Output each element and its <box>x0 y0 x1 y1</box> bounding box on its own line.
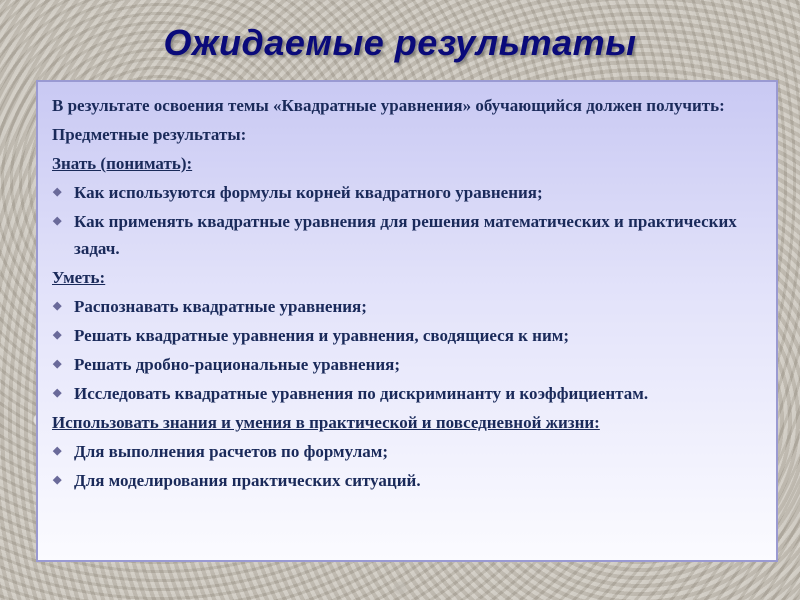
list-item <box>52 322 762 349</box>
bullet-icon: ◆ <box>53 474 62 486</box>
list-item-text: Исследовать квадратные уравнения по дискриминанту и коэффициентам. <box>74 384 649 403</box>
slide-title: Ожидаемые результаты <box>163 22 637 63</box>
intro-paragraph: В результате освоения темы «Квадратные уравнения» обучающийся должен получить: <box>52 96 725 115</box>
bullet-icon: ◆ <box>53 186 62 198</box>
list-item-text: Для выполнения расчетов по формулам; <box>74 442 388 461</box>
list-item <box>52 293 762 320</box>
use-heading: Использовать знания и умения в практической и повседневной жизни: <box>52 413 600 432</box>
know-heading: Знать (понимать): <box>52 154 193 173</box>
bullet-icon: ◆ <box>53 358 62 370</box>
bullet-icon: ◆ <box>53 300 62 312</box>
list-item-text: Решать дробно-рациональные уравнения; <box>74 355 401 374</box>
bullet-icon: ◆ <box>53 445 62 457</box>
subject-results-heading: Предметные результаты: <box>52 125 247 144</box>
bullet-icon: ◆ <box>53 215 62 227</box>
list-item <box>52 438 762 465</box>
list-item <box>52 467 762 494</box>
list-item <box>52 208 762 262</box>
list-item-text: Для моделирования практических ситуаций. <box>74 471 421 490</box>
list-item-text: Как применять квадратные уравнения для решения математических и практических задач. <box>74 212 737 258</box>
list-item-text: Как используются формулы корней квадратного уравнения; <box>74 183 543 202</box>
bullet-icon: ◆ <box>53 329 62 341</box>
list-item-text: Решать квадратные уравнения и уравнения, сводящиеся к ним; <box>74 326 570 345</box>
can-heading: Уметь: <box>52 268 106 287</box>
bullet-icon: ◆ <box>53 387 62 399</box>
list-item <box>52 351 762 378</box>
list-item-text: Распознавать квадратные уравнения; <box>74 297 367 316</box>
list-item <box>52 380 762 407</box>
list-item <box>52 179 762 206</box>
content-box <box>36 80 778 562</box>
